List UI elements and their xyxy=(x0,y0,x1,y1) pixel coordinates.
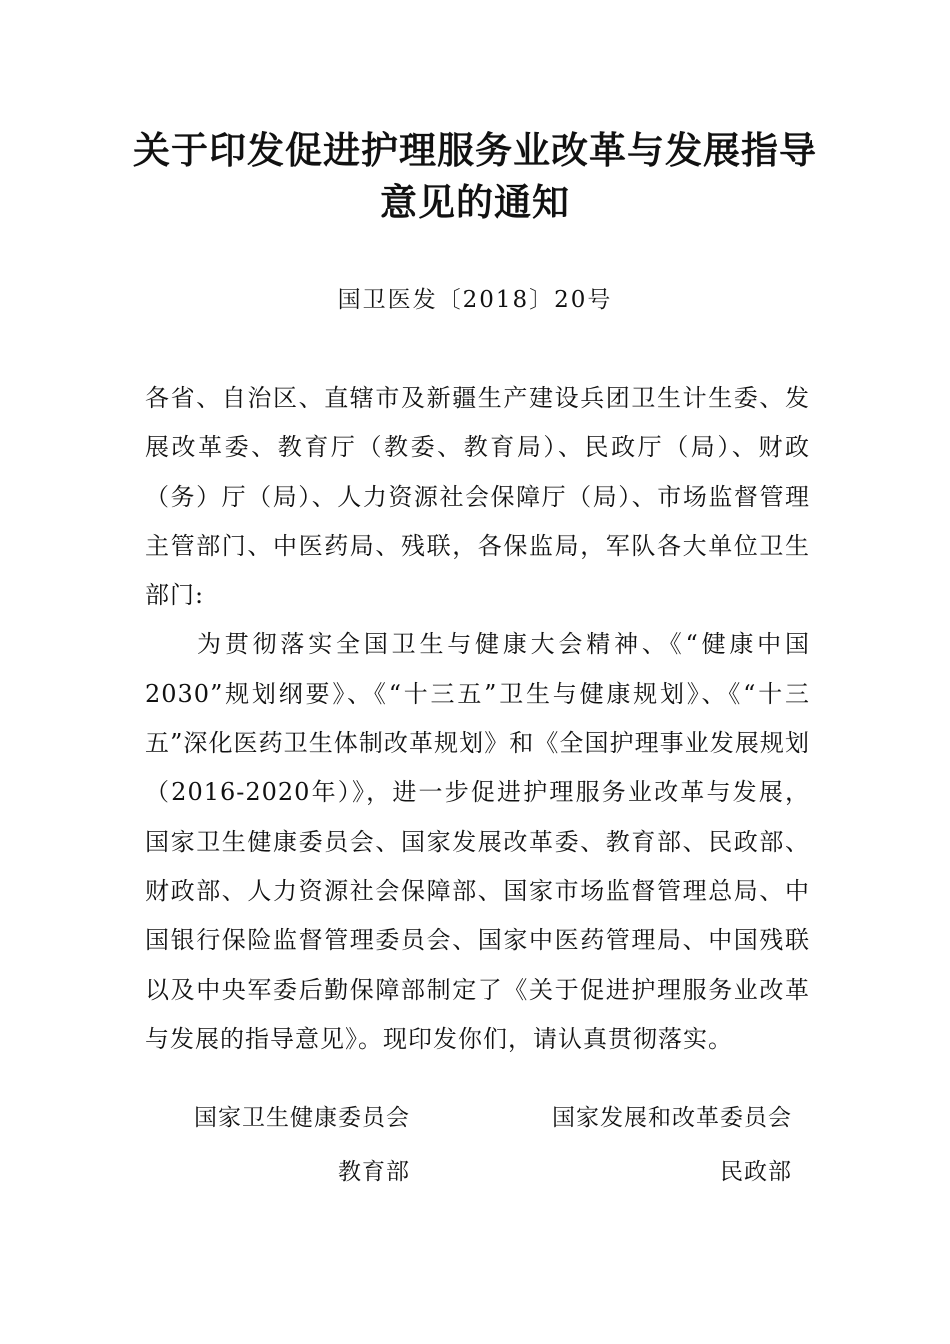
main-paragraph: 为贯彻落实全国卫生与健康大会精神、《“健康中国2030”规划纲要》、《“十三五”卫生与健康规划》、《“十三五”深化医药卫生体制改革规划》和《全国护理事业发展规划（2016-2020年）》，进一步促进护理服务业改革与发展，国家卫生健康委员会、国家发展改革委、教育部、民政部、财政部、人力资源社会保障部、国家市场监督管理总局、中国银行保险监督管理委员会、国家中医药管理局、中国残联以及中央军委后勤保障部制定了《关于促进护理服务业改革与发展的指导意见》。现印发你们，请认真贯彻落实。 xyxy=(145,630,810,1053)
addressee-paragraph: 各省、自治区、直辖市及新疆生产建设兵团卫生计生委、发展改革委、教育厅（教委、教育局）、民政厅（局）、财政（务）厅（局）、人力资源社会保障厅（局）、市场监督管理主管部门、中医药局、残联，各保监局，军队各大单位卫生部门: xyxy=(145,384,810,610)
document-title-line-1: 关于印发促进护理服务业改革与发展指导 xyxy=(133,128,817,172)
document-title-line-2: 意见的通知 xyxy=(380,180,570,224)
document-number: 国卫医发〔2018〕20号 xyxy=(337,287,613,313)
signature-ministry-of-education: 教育部 xyxy=(338,1159,410,1185)
signature-development-reform-commission: 国家发展和改革委员会 xyxy=(552,1105,792,1131)
document-body xyxy=(145,374,810,1064)
signature-ministry-of-civil-affairs: 民政部 xyxy=(720,1159,792,1185)
signature-health-commission: 国家卫生健康委员会 xyxy=(194,1105,410,1131)
